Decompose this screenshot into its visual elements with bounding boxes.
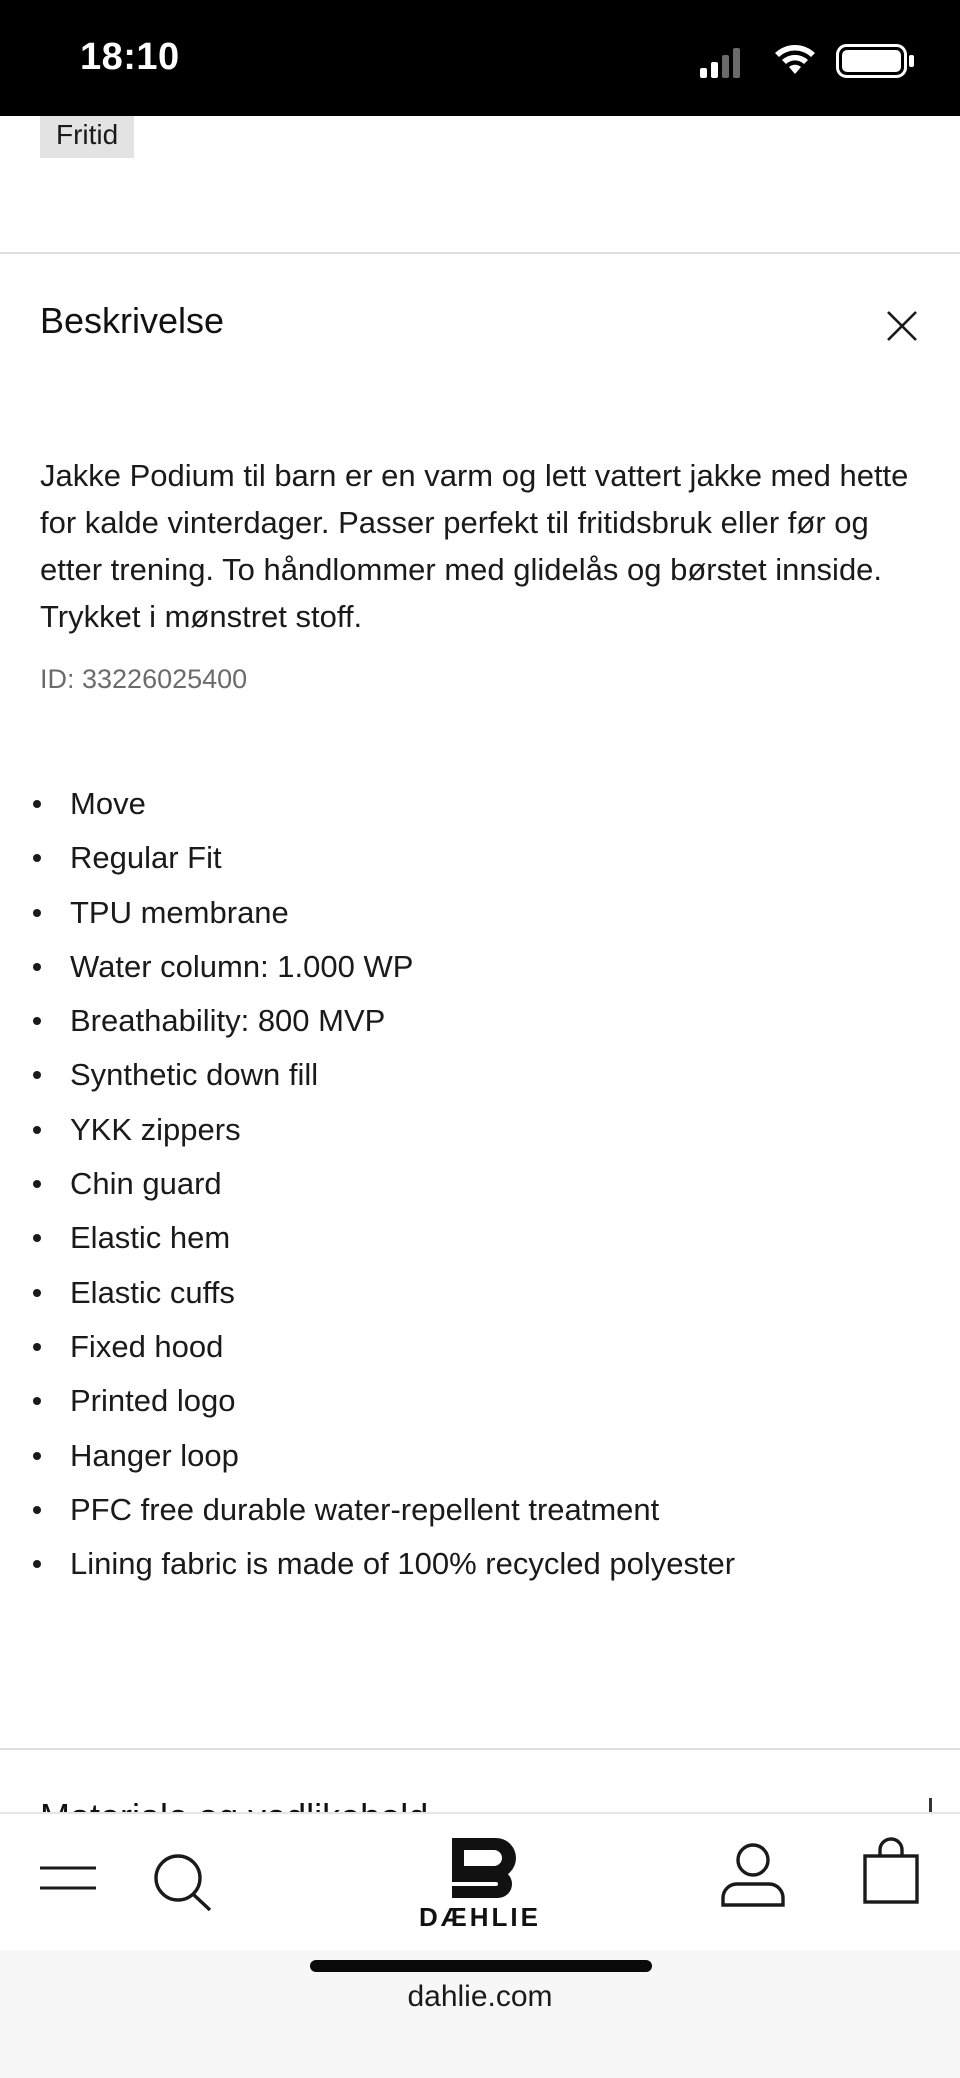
product-id: ID: 33226025400 (40, 664, 248, 694)
section-title: Beskrivelse (40, 300, 225, 341)
feature-item: YKK zippers (30, 1106, 930, 1160)
feature-item: Breathability: 800 MVP (30, 997, 930, 1051)
logo-wordmark: DÆHLIE (419, 1902, 541, 1932)
materials-section-header[interactable] (40, 1790, 940, 1810)
close-icon (880, 304, 924, 348)
battery-icon (836, 44, 916, 78)
feature-item: Hanger loop (30, 1432, 930, 1486)
feature-item: Elastic hem (30, 1214, 930, 1268)
feature-item: Printed logo (30, 1377, 930, 1431)
feature-item: Water column: 1.000 WP (30, 943, 930, 997)
divider (0, 1748, 960, 1750)
account-icon (718, 1842, 788, 1908)
home-indicator[interactable] (310, 1960, 652, 1972)
feature-item: Move (30, 780, 930, 834)
status-time: 18:10 (80, 36, 180, 78)
brand-logo[interactable] (418, 1834, 542, 1934)
menu-icon (36, 1856, 100, 1900)
url-text[interactable]: dahlie.com (407, 1980, 553, 2013)
bottom-nav (0, 1812, 960, 1950)
feature-item: TPU membrane (30, 889, 930, 943)
feature-item: Elastic cuffs (30, 1269, 930, 1323)
feature-item: PFC free durable water-repellent treatment (30, 1486, 930, 1540)
feature-item: Regular Fit (30, 834, 930, 888)
feature-item: Lining fabric is made of 100% recycled polyester (30, 1540, 930, 1594)
product-description: Jakke Podium til barn er en varm og lett vattert jakke med hette for kalde vinterdager. Passer perfekt til fritidsbruk eller før og etter trening. To håndlommer med glidelås og børstet innside. Trykket i mønstret stoff. (40, 458, 909, 634)
logo-mark-icon (418, 1834, 542, 1900)
feature-item: Fixed hood (30, 1323, 930, 1377)
feature-list (30, 780, 930, 1594)
feature-item: Synthetic down fill (30, 1051, 930, 1105)
menu-button[interactable] (36, 1856, 100, 1900)
search-icon (150, 1850, 220, 1914)
bag-icon (860, 1838, 922, 1904)
feature-item: Chin guard (30, 1160, 930, 1214)
signal-icon (700, 48, 744, 78)
divider (0, 252, 960, 254)
wifi-icon (774, 44, 816, 76)
account-button[interactable] (718, 1842, 788, 1908)
status-bar (0, 0, 960, 116)
bag-button[interactable] (860, 1838, 922, 1904)
search-button[interactable] (150, 1850, 220, 1914)
tag-chip[interactable]: Fritid (40, 116, 134, 158)
close-button[interactable] (880, 304, 924, 348)
